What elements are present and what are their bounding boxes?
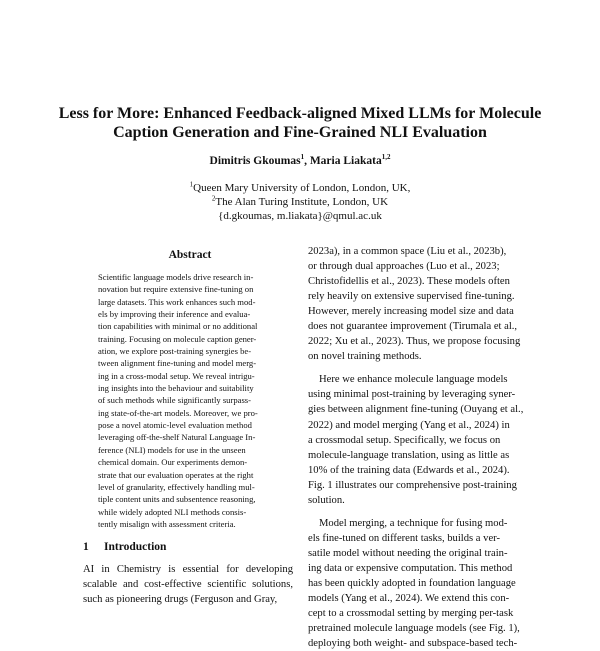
abstract-line: ing state-of-the-art models. Moreover, we pro-	[98, 407, 258, 418]
body-line: pretrained molecule language models (see Fig. 1),	[308, 623, 520, 635]
body-line: However, merely increasing model size and data	[308, 306, 514, 318]
body-line: els fine-tuned on different tasks, builds a ver-	[308, 532, 500, 544]
body-line: satile model without needing the original train-	[308, 547, 508, 559]
author-emails: {d.gkoumas, m.liakata}@qmul.ac.uk	[218, 210, 382, 222]
body-line: Christofidellis et al., 2023). These models often	[308, 276, 510, 288]
body-line: Here we enhance molecule language models	[319, 374, 508, 386]
abstract-line: ation, we explore post-training synergies be-	[98, 346, 252, 357]
abstract-line: tently misalign with assessment criteria.	[98, 518, 236, 529]
affiliation-2	[0, 195, 600, 209]
body-line: solution.	[308, 494, 345, 506]
body-line: or through dual approaches (Luo et al., 2023;	[308, 261, 500, 273]
right-column-body	[308, 244, 532, 651]
body-line: deploying both weight- and subspace-based tech-	[308, 638, 518, 650]
body-line: Fig. 1 illustrates our comprehensive post-training	[308, 479, 517, 491]
body-line: molecule-language translation, using as little as	[308, 449, 510, 461]
abstract-line: while widely adopted NLI methods consis-	[98, 506, 247, 517]
body-line: 2023a), in a common space (Liu et al., 2023b),	[308, 246, 507, 257]
abstract-line: large datasets. This work enhances such mod-	[98, 296, 256, 307]
affiliation-1	[0, 181, 600, 195]
body-line: on novel training methods.	[308, 351, 422, 363]
body-line: cept to a crossmodal setting by merging per-task	[308, 608, 514, 620]
author-separator: ,	[304, 155, 310, 167]
section-title: Introduction	[104, 541, 167, 553]
abstract-line: ing insights into the behaviour and suitability	[98, 383, 254, 394]
intro-line: scalable and cost-effective scientific solutions,	[83, 579, 293, 590]
affiliation-1-mark: 1	[189, 180, 194, 189]
abstract-line: tiple content units and subsentence reasoning,	[98, 494, 256, 505]
abstract-heading: Abstract	[168, 249, 212, 261]
introduction-body	[83, 562, 293, 607]
title-line-1: Less for More: Enhanced Feedback-aligned Mixed LLMs for Molecule	[58, 105, 542, 122]
author-affil-mark-2: 1,2	[381, 153, 391, 162]
author-list	[0, 154, 600, 168]
intro-line: such as pioneering drugs (Ferguson and Gray,	[83, 594, 278, 605]
body-line: has been quickly adopted in foundation language	[308, 577, 516, 589]
abstract-body	[98, 271, 286, 530]
abstract-line: ing in a cross-modal setup. We reveal intrigu-	[98, 370, 255, 381]
abstract-line: tween alignment fine-tuning and model merg-	[98, 358, 257, 369]
abstract-line: strate that our evaluation operates at the right	[98, 469, 254, 480]
affiliations	[0, 181, 600, 223]
section-number: 1	[83, 541, 89, 553]
abstract-line: pose a novel atomic-level evaluation method	[98, 420, 252, 431]
abstract-line: Scientific language models drive research in-	[98, 272, 254, 282]
section-heading-introduction	[83, 541, 166, 553]
abstract-line: leveraging off-the-shelf Natural Language In-	[98, 432, 256, 443]
intro-line: AI in Chemistry is essential for developing	[83, 564, 293, 575]
paper-title	[40, 104, 560, 142]
affiliation-2-text: The Alan Turing Institute, London, UK	[215, 196, 389, 208]
abstract-line: chemical domain. Our experiments demon-	[98, 457, 248, 468]
body-line: 2022) and model merging (Yang et al., 2024) in	[308, 419, 510, 431]
body-line: rely heavily on extensive supervised fine-tuning.	[308, 291, 515, 303]
body-line: models (Yang et al., 2024). We extend this con-	[308, 593, 510, 605]
abstract-line: level of granularity, effectively handling mul-	[98, 481, 255, 492]
body-line: 2022; Xu et al., 2023). Thus, we propose focusing	[308, 336, 521, 348]
abstract-line: training. Focusing on molecule caption gener-	[98, 333, 257, 344]
author-affil-mark-1: 1	[300, 153, 305, 162]
abstract-line: els by improving their inference and evalua-	[98, 309, 251, 320]
affiliation-1-text: Queen Mary University of London, London, UK,	[193, 182, 411, 194]
affiliation-2-mark: 2	[211, 194, 216, 203]
body-line: a crossmodal setup. Specifically, we focus on	[308, 434, 501, 446]
abstract-line: of such methods while significantly surpass-	[98, 395, 251, 406]
body-line: does not guarantee improvement (Tirumala et al.,	[308, 321, 518, 333]
abstract-line: novation but require extensive fine-tuning on	[98, 284, 254, 295]
abstract-line: ference (NLI) models for use in the unseen	[98, 444, 246, 455]
paragraph-gap	[308, 508, 532, 516]
body-line: using minimal post-training by leveraging syner-	[308, 389, 516, 401]
body-line: 10% of the training data (Edwards et al., 2024).	[308, 464, 510, 476]
paragraph-gap	[308, 364, 532, 372]
title-line-2: Caption Generation and Fine-Grained NLI Evaluation	[113, 124, 487, 141]
body-line: Model merging, a technique for fusing mod-	[319, 517, 508, 529]
body-line: gies between alignment fine-tuning (Ouyang et al.,	[308, 404, 524, 416]
abstract-line: tion capabilities with minimal or no additional	[98, 321, 258, 332]
body-line: ing data or expensive computation. This method	[308, 562, 513, 574]
author-name-2: Maria Liakata	[309, 155, 382, 167]
author-name-1: Dimitris Gkoumas	[209, 155, 301, 167]
